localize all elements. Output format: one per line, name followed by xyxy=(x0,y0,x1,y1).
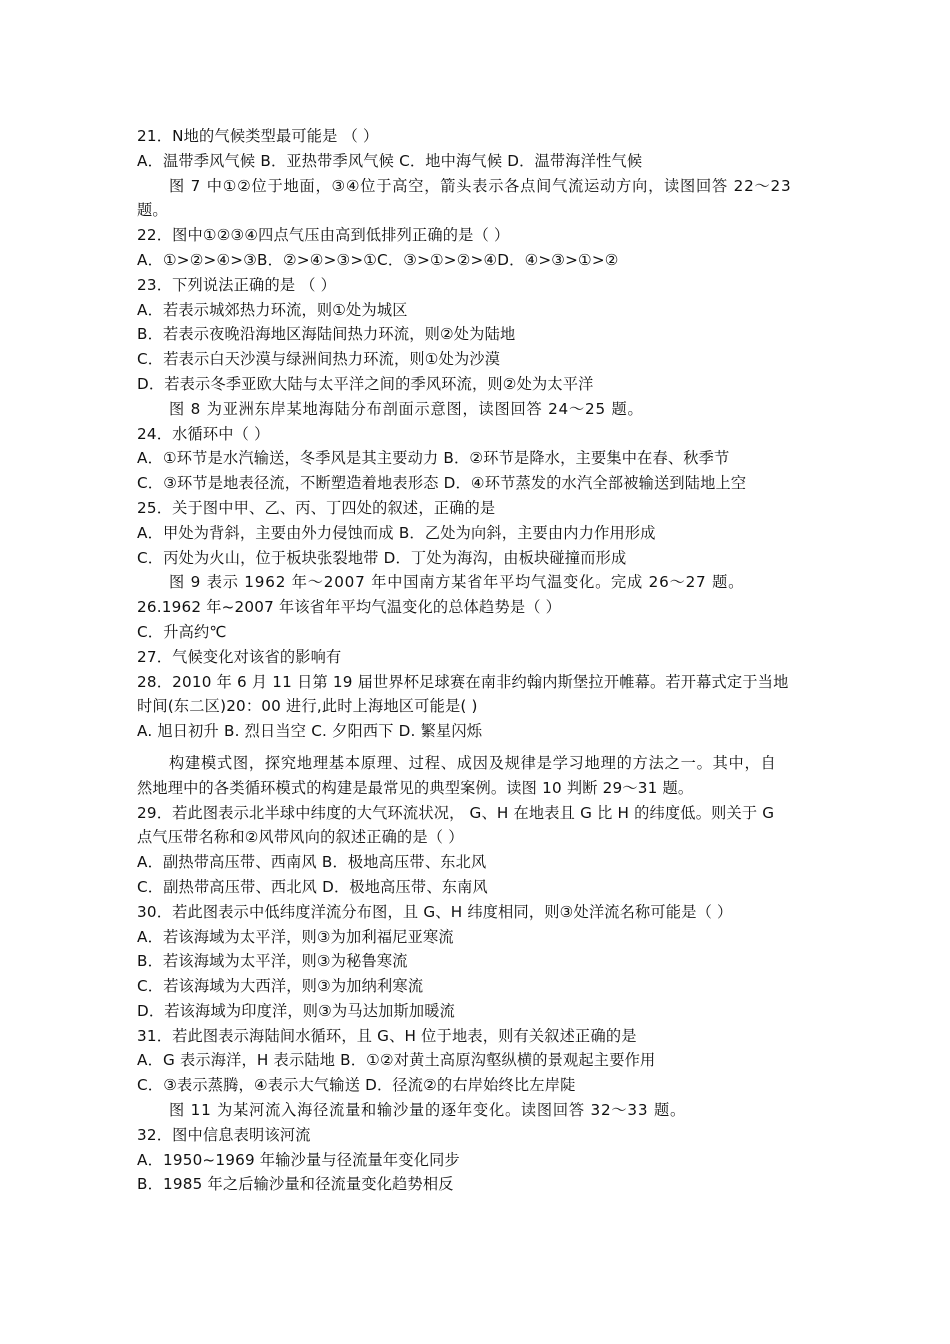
q28-options: A. 旭日初升 B. 烈日当空 C. 夕阳西下 D. 繁星闪烁 xyxy=(137,722,483,741)
q25-options-cd: C．丙处为火山，位于板块张裂地带 D．丁处为海沟，由板块碰撞而形成 xyxy=(137,548,627,567)
q25-stem: 25．关于图中甲、乙、丙、丁四处的叙述，正确的是 xyxy=(137,498,496,517)
q23-option-a: A．若表示城郊热力环流，则①处为城区 xyxy=(137,300,408,319)
q23-option-b: B．若表示夜晚沿海地区海陆间热力环流，则②处为陆地 xyxy=(137,325,516,344)
fig8-intro: 图 8 为亚洲东岸某地海陆分布剖面示意图，读图回答 24～25 题。 xyxy=(169,399,644,418)
q26-stem: 26.1962 年~2007 年该省年平均气温变化的总体趋势是（ ） xyxy=(137,598,562,617)
q30-option-c: C．若该海域为大西洋，则③为加纳利寒流 xyxy=(137,977,424,996)
q32-option-a: A．1950~1969 年输沙量与径流量年变化同步 xyxy=(137,1150,460,1169)
q22-options: A．①>②>④>③B．②>④>③>①C．③>①>②>④D．④>③>①>② xyxy=(137,250,619,269)
q29-stem-cont: 点气压带名称和②风带风向的叙述正确的是（ ） xyxy=(137,828,464,847)
fig10-intro-cont: 然地理中的各类循环模式的构建是最常见的典型案例。读图 10 判断 29～31 题。 xyxy=(137,778,694,797)
q23-stem: 23．下列说法正确的是 （ ） xyxy=(137,275,337,294)
q31-options-cd: C．③表示蒸腾，④表示大气输送 D．径流②的右岸始终比左岸陡 xyxy=(137,1076,576,1095)
question-text xyxy=(137,124,827,1197)
q29-stem: 29．若此图表示北半球中纬度的大气环流状况， G、H 在地表且 G 比 H 的纬度低。则关于 G xyxy=(137,803,775,822)
fig11-intro: 图 11 为某河流入海径流量和输沙量的逐年变化。读图回答 32～33 题。 xyxy=(169,1101,686,1120)
fig7-intro: 图 7 中①②位于地面，③④位于高空，箭头表示各点间气流运动方向，读图回答 22～23 xyxy=(169,176,792,195)
q21-stem: 21．N地的气候类型最可能是 （ ） xyxy=(137,127,379,145)
q32-stem: 32．图中信息表明该河流 xyxy=(137,1125,311,1144)
q28-stem-cont: 时间(东二区)20：00 进行,此时上海地区可能是( ) xyxy=(137,697,478,716)
q24-options-cd: C．③环节是地表径流，不断塑造着地表形态 D．④环节蒸发的水汽全部被输送到陆地上空 xyxy=(137,474,747,493)
q22-stem: 22．图中①②③④四点气压由高到低排列正确的是（ ） xyxy=(137,226,510,245)
fig10-intro: 构建模式图，探究地理基本原理、过程、成因及规律是学习地理的方法之一。其中，自 xyxy=(169,753,777,772)
q27-stem: 27．气候变化对该省的影响有 xyxy=(137,647,342,666)
q25-options-ab: A．甲处为背斜，主要由外力侵蚀而成 B．乙处为向斜，主要由内力作用形成 xyxy=(137,523,656,542)
q31-options-ab: A．G 表示海洋，H 表示陆地 B．①②对黄土高原沟壑纵横的景观起主要作用 xyxy=(137,1051,656,1070)
q32-option-b: B．1985 年之后输沙量和径流量变化趋势相反 xyxy=(137,1175,454,1194)
q31-stem: 31．若此图表示海陆间水循环，且 G、H 位于地表，则有关叙述正确的是 xyxy=(137,1026,637,1045)
q23-option-c: C．若表示白天沙漠与绿洲间热力环流，则①处为沙漠 xyxy=(137,350,501,369)
q30-option-d: D．若该海域为印度洋，则③为马达加斯加暖流 xyxy=(137,1001,456,1020)
q30-stem: 30．若此图表示中低纬度洋流分布图，且 G、H 纬度相同，则③处洋流名称可能是（ ） xyxy=(137,902,733,921)
fig7-intro-cont: 题。 xyxy=(137,201,168,220)
q26-option-c: C．升高约℃ xyxy=(137,622,227,641)
q29-options-ab: A．副热带高压带、西南风 B．极地高压带、东北风 xyxy=(137,853,487,872)
q28-stem: 28．2010 年 6 月 11 日第 19 届世界杯足球赛在南非约翰内斯堡拉开帷幕。若开幕式定于当地 xyxy=(137,672,789,691)
q30-option-a: A．若该海域为太平洋，则③为加利福尼亚寒流 xyxy=(137,927,454,946)
q21-options: A．温带季风气候 B．亚热带季风气候 C．地中海气候 D．温带海洋性气候 xyxy=(137,151,643,170)
q29-options-cd: C．副热带高压带、西北风 D．极地高压带、东南风 xyxy=(137,877,488,896)
fig9-intro: 图 9 表示 1962 年～2007 年中国南方某省年平均气温变化。完成 26～27 题。 xyxy=(169,573,745,592)
q30-option-b: B．若该海域为太平洋，则③为秘鲁寒流 xyxy=(137,952,408,971)
q23-option-d: D．若表示冬季亚欧大陆与太平洋之间的季风环流，则②处为太平洋 xyxy=(137,374,594,393)
q24-options-ab: A．①环节是水汽输送，冬季风是其主要动力 B．②环节是降水，主要集中在春、秋季节 xyxy=(137,449,730,468)
q24-stem: 24．水循环中（ ） xyxy=(137,424,270,443)
